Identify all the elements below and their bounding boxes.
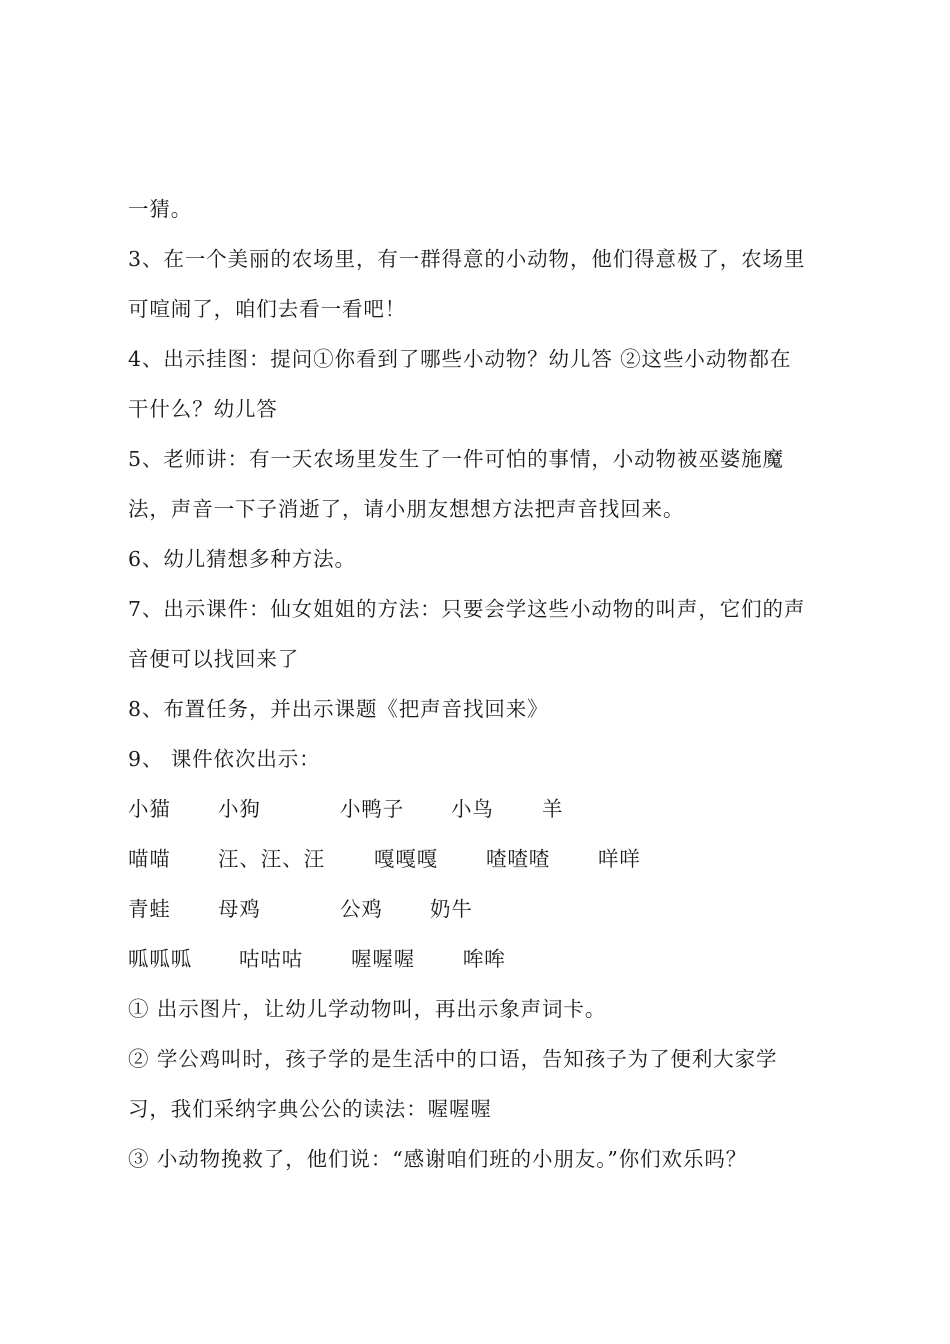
paragraph-line: 6、幼儿猜想多种方法。 [128,547,356,571]
paragraph-line: 一猜。 [128,197,193,221]
sound-moo: 哞哞 [463,947,506,971]
sound-baa: 咩咩 [598,847,641,871]
sound-woof: 汪、汪、汪 [218,847,325,871]
animal-duckling: 小鸭子 [340,797,405,821]
paragraph-line: 法，声音一下子消逝了，请小朋友想想方法把声音找回来。 [128,497,685,521]
paragraph-line: 5、老师讲：有一天农场里发生了一件可怕的事情，小动物被巫婆施魔 [128,447,784,471]
paragraph-line: 4、出示挂图：提问①你看到了哪些小动物？幼儿答 ②这些小动物都在 [128,347,792,371]
step-line: ② 学公鸡叫时，孩子学的是生活中的口语，告知孩子为了便利大家学 [128,1047,778,1071]
animal-dog: 小狗 [218,797,261,821]
sound-crow: 喔喔喔 [351,947,416,971]
sound-cluck: 咕咕咕 [239,947,304,971]
sound-ribbit: 呱呱呱 [128,947,193,971]
paragraph-line: 9、 课件依次出示： [128,747,321,771]
paragraph-line: 7、出示课件：仙女姐姐的方法：只要会学这些小动物的叫声，它们的声 [128,597,806,621]
step-line: ① 出示图片，让幼儿学动物叫，再出示象声词卡。 [128,997,607,1021]
animal-rooster: 公鸡 [340,897,383,921]
sound-quack: 嘎嘎嘎 [374,847,439,871]
paragraph-line: 音便可以找回来了 [128,647,300,671]
animal-bird: 小鸟 [451,797,494,821]
step-line: 习，我们采纳字典公公的读法：喔喔喔 [128,1097,492,1121]
animal-hen: 母鸡 [218,897,261,921]
sound-meow: 喵喵 [128,847,171,871]
animal-sheep: 羊 [542,797,564,821]
animal-cat: 小猫 [128,797,171,821]
paragraph-line: 3、在一个美丽的农场里，有一群得意的小动物，他们得意极了，农场里 [128,247,806,271]
step-line: ③ 小动物挽救了，他们说：“感谢咱们班的小朋友。”你们欢乐吗？ [128,1147,748,1171]
paragraph-line: 8、布置任务，并出示课题《把声音找回来》 [128,697,549,721]
sound-chirp: 喳喳喳 [486,847,551,871]
animal-frog: 青蛙 [128,897,171,921]
paragraph-line: 可喧闹了，咱们去看一看吧！ [128,297,407,321]
animal-cow: 奶牛 [430,897,473,921]
paragraph-line: 干什么？幼儿答 [128,397,278,421]
